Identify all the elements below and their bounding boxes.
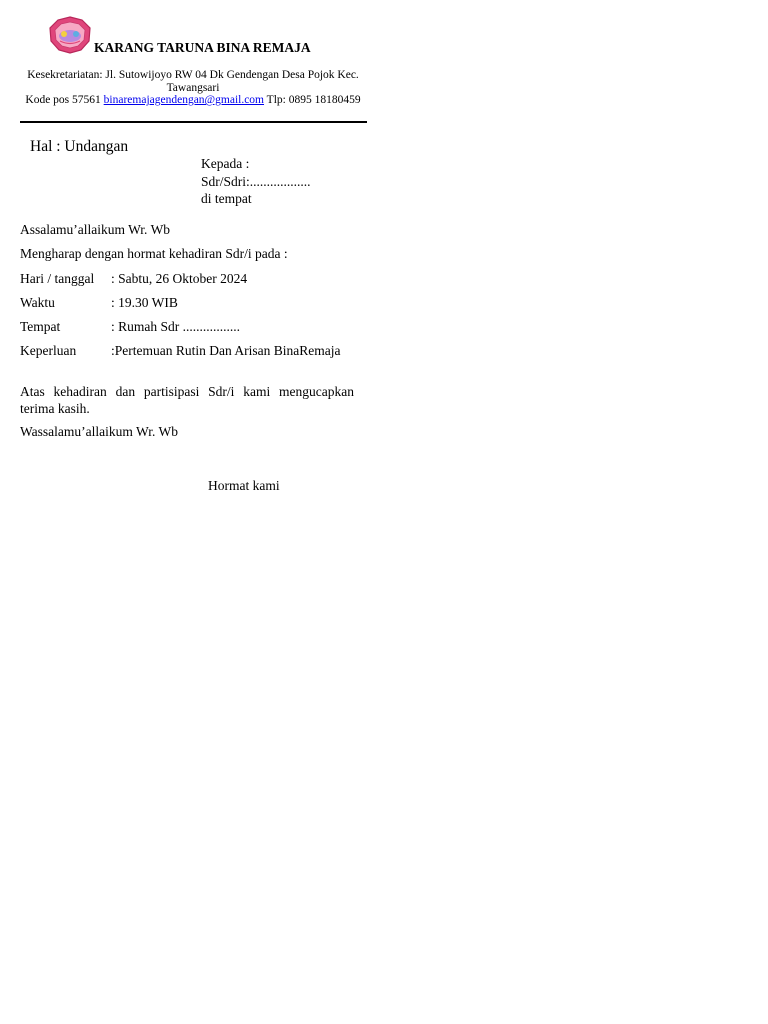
detail-value: : Rumah Sdr .................: [111, 319, 241, 334]
email-link[interactable]: binaremajagendengan@gmail.com: [103, 94, 265, 106]
organization-name: KARANG TARUNA BINA REMAJA: [94, 40, 311, 55]
address-line: Kesekretariatan: Jl. Sutowijoyo RW 04 Dk Gendengan Desa Pojok Kec. Tawangsari: [27, 69, 359, 94]
invitation-intro: Mengharap dengan hormat kehadiran Sdr/i pada :: [20, 246, 288, 261]
detail-label: Waktu: [20, 295, 55, 310]
closing-text: Atas kehadiran dan partisipasi Sdr/i kami mengucapkan terima kasih.: [20, 384, 354, 416]
detail-label: Hari / tanggal: [20, 271, 95, 286]
detail-value: :Pertemuan Rutin Dan Arisan BinaRemaja: [111, 343, 341, 358]
header-divider: [20, 121, 367, 123]
recipient-label: Kepada :: [201, 156, 250, 171]
recipient-name: Sdr/Sdri:..................: [201, 173, 311, 189]
recipient-place: di tempat: [201, 191, 252, 206]
postal-code: Kode pos 57561: [25, 94, 104, 106]
contact-line: [20, 94, 366, 107]
secretariat-address: [20, 69, 366, 107]
farewell: Wassalamu’allaikum Wr. Wb: [20, 424, 178, 439]
signature-salutation: Hormat kami: [208, 478, 280, 493]
letter-subject: Hal : Undangan: [30, 138, 129, 155]
organization-logo-icon: [48, 16, 92, 54]
detail-value: : 19.30 WIB: [111, 295, 178, 310]
detail-label: Tempat: [20, 319, 61, 334]
recipient-block: [201, 155, 311, 208]
phone-number: Tlp: 0895 18180459: [264, 94, 361, 106]
detail-value: : Sabtu, 26 Oktober 2024: [111, 271, 248, 286]
detail-label: Keperluan: [20, 343, 77, 358]
greeting: Assalamu’allaikum Wr. Wb: [20, 222, 171, 237]
